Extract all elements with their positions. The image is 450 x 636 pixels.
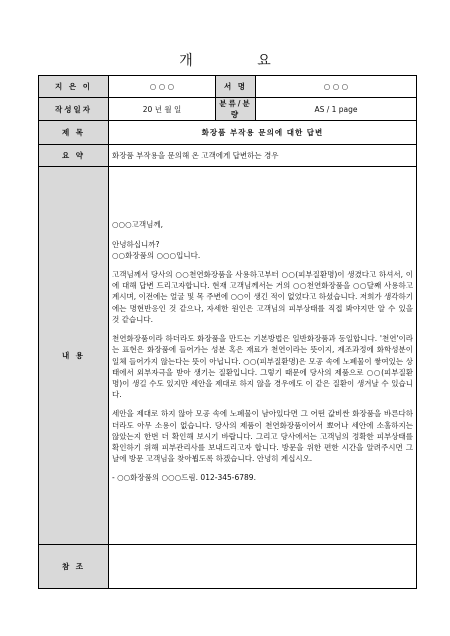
paragraph-1: 고객님께서 당사의 ○○천연화장품을 사용하고부터 ○○(피부질환명)이 생겼다고 하셔서, 이에 대해 답변 드리고자합니다. 현재 고객님께서는 거의 ○○천연화장품을 ○○달째 사용하고 계시며, 이전에는 얼굴 및 목 주변에 ○○이 생긴 적이 없었다고 하셨습니다. 저희가 생각하기에는 명현반응인 것 같으나, 자세한 원인은 고객님의 피부상태를 직접 봐야지만 알 수 있을 것 같습니다. xyxy=(112,270,413,324)
writer-row xyxy=(39,76,417,98)
writer-value: ○ ○ ○ xyxy=(109,76,216,98)
subject-value: 화장품 부작용 문의에 대한 답변 xyxy=(109,121,417,145)
greeting-line-2: ○○화장품의 ○○○입니다. xyxy=(112,250,201,260)
date-value: 20 년 월 일 xyxy=(109,98,216,121)
summary-value: 화장품 부작용을 문의해 온 고객에게 답변하는 경우 xyxy=(109,145,417,167)
content-row xyxy=(39,167,417,545)
summary-label: 요 약 xyxy=(39,145,109,167)
reference-row xyxy=(39,545,417,589)
subject-row xyxy=(39,121,417,145)
paragraph-3: 세안을 제대로 하지 않아 모공 속에 노폐물이 남아있다면 그 어떤 값비싼 화장품을 바른다하더라도 아무 소용이 없습니다. 당사의 제품이 천연화장품이어서 뾰어나 세안에 소홀하지는 않았는지 한번 더 확인해 보시기 바랍니다. 그리고 당사에서는 고객님의 정확한 피부상태를 확인하기 위해 피부관리사를 보내드리고자 합니다. 방문을 위한 편한 시간을 알려주시면 그 날에 방문 고객님을 찾아뵙도록 하겠습니다. 안녕히 계십시오. xyxy=(112,409,413,464)
sign-value: ○ ○ ○ xyxy=(256,76,417,98)
summary-row xyxy=(39,145,417,167)
date-row xyxy=(39,98,417,121)
greeting xyxy=(112,239,413,261)
subject-label: 제 목 xyxy=(39,121,109,145)
greeting-line-1: 안녕하십니까? xyxy=(112,239,160,249)
salutation: ○○○고객님께, xyxy=(112,220,163,230)
content-body xyxy=(109,167,417,545)
reference-value xyxy=(109,545,417,589)
date-label: 작성일자 xyxy=(39,98,109,121)
paragraph-2: 천연화장품이라 하더라도 화장품을 만드는 기본방법은 일반화장품과 동일합니다. '천연'이라는 표현은 화장품에 들어가는 성분 혹은 재료가 천연이라는 뜻이지, 제조과정에 화학성분이 일체 들어가지 않는다는 뜻이 아닙니다. ○○(피부질환명)은 모공 속에 노폐물이 쌓여있는 상태에서 외부자극을 받아 생기는 질환입니다. 그렇기 때문에 당사의 제품으로 ○○(피부질환명)이 생길 수도 있지만 세안을 제대로 하지 않을 경우에도 이 같은 질환이 생겨날 수 있습니다. xyxy=(112,334,413,400)
overview-table xyxy=(38,75,417,589)
content-label: 내 용 xyxy=(39,167,109,545)
writer-label: 지 은 이 xyxy=(39,76,109,98)
sign-label: 서 명 xyxy=(216,76,256,98)
document-title: 개 요 xyxy=(179,53,301,69)
reference-label: 참 조 xyxy=(39,545,109,589)
class-value: AS / 1 page xyxy=(256,98,417,121)
sign-off: - ○○화장품의 ○○○드림. 012-345-6789. xyxy=(112,473,256,483)
class-label: 분류/분량 xyxy=(216,98,256,121)
